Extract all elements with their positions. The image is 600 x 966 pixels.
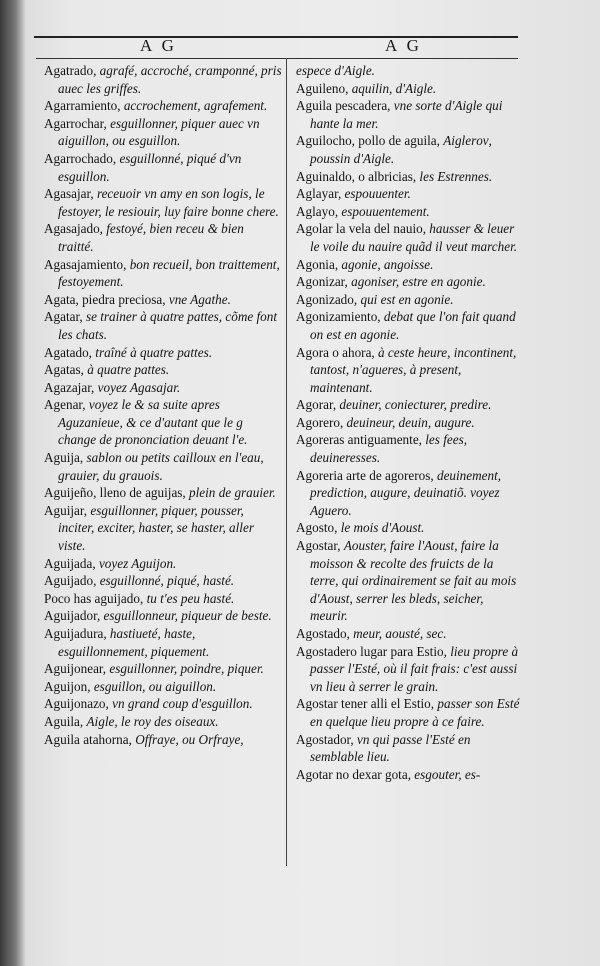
- dictionary-entry: [44, 625, 282, 660]
- entry-headword: Aguila,: [44, 713, 87, 729]
- entry-definition: agoniser, estre en agonie.: [351, 274, 486, 290]
- dictionary-entry: [296, 625, 520, 643]
- dictionary-entry: [296, 344, 520, 397]
- entry-definition: deuineur, deuin, augure.: [346, 414, 475, 430]
- entry-definition: esguillonner, piquer auec vn aiguillon, ou esguillon.: [58, 115, 260, 149]
- entry-definition: vn grand coup d'esguillon.: [112, 696, 253, 712]
- entry-headword: Agorero,: [296, 414, 347, 430]
- entry-headword: Aguileno,: [296, 80, 352, 96]
- entry-definition: esguillonner, poindre, piquer.: [109, 661, 264, 677]
- entry-definition: accrochement, agrafement.: [123, 98, 268, 114]
- entry-definition: traîné à quatre pattes.: [95, 344, 213, 360]
- entry-definition: voyez le & sa suite apres Aguzanieue, & ce d'autant que le g change de prononciation deuant l'e.: [58, 397, 248, 448]
- left-column: [44, 62, 282, 748]
- dictionary-entry: [44, 607, 282, 625]
- dictionary-entry: [44, 484, 282, 502]
- dictionary-entry: [44, 97, 282, 115]
- dictionary-entry: [296, 168, 520, 186]
- dictionary-entry: [44, 396, 282, 449]
- entry-headword: Aguila pescadera,: [296, 98, 394, 114]
- entry-definition: receuoir vn amy en son logis, le festoyer, le resiouir, luy faire bonne chere.: [58, 186, 279, 219]
- entry-definition: esgouter, es-: [414, 766, 481, 782]
- entry-headword: Aguijar,: [44, 502, 91, 518]
- entry-definition: le mois d'Aoust.: [340, 520, 425, 536]
- entry-definition: Aouster, faire l'Aoust, faire la moisson & recolte des fruicts de la terre, qui ordinairement se fait au mois d'Aoust, serrer les bleds, seicher, meurir.: [310, 538, 517, 624]
- entry-definition: les fees, deuineresses.: [310, 432, 468, 466]
- entry-definition: Aigle, le roy des oiseaux.: [86, 713, 219, 729]
- entry-definition: plein de grauier.: [189, 485, 276, 501]
- dictionary-entry: [44, 449, 282, 484]
- dictionary-entry: [296, 695, 520, 730]
- entry-headword: Aguija,: [44, 450, 87, 466]
- dictionary-entry: [44, 555, 282, 573]
- entry-definition: qui est en agonie.: [360, 291, 454, 307]
- dictionary-entry: [296, 273, 520, 291]
- entry-definition: deuiner, coniecturer, predire.: [339, 397, 492, 413]
- entry-definition: vn qui passe l'Esté en semblable lieu.: [310, 731, 471, 765]
- dictionary-entry: [44, 379, 282, 397]
- entry-definition: bon recueil, bon traittement, festoyement.: [58, 256, 280, 290]
- entry-headword: Agora o ahora,: [296, 344, 379, 360]
- entry-headword: Aguijeño, lleno de aguijas,: [44, 485, 190, 501]
- entry-definition: esguillonné, piqué d'vn esguillon.: [58, 150, 242, 184]
- dictionary-entry: [296, 731, 520, 766]
- entry-headword: Agata, piedra preciosa,: [44, 291, 169, 307]
- dictionary-entry: [296, 643, 520, 696]
- right-column: [296, 62, 520, 783]
- dictionary-entry: [44, 185, 282, 220]
- dictionary-entry: [44, 660, 282, 678]
- entry-headword: Agenar,: [44, 397, 89, 413]
- entry-definition: les Estrennes.: [419, 168, 493, 184]
- entry-definition: à quatre pattes.: [87, 362, 170, 378]
- top-rule: [34, 36, 518, 38]
- entry-headword: Agostar,: [296, 538, 344, 554]
- entry-definition: lieu propre à passer l'Esté, où il fait frais: c'est aussi vn lieu à serrer le grain.: [310, 643, 519, 694]
- dictionary-entry: [296, 414, 520, 432]
- dictionary-entry: [44, 256, 282, 291]
- dictionary-entry: [44, 590, 282, 608]
- entry-headword: Aguilocho, pollo de aguila,: [296, 133, 444, 149]
- dictionary-entry: [296, 396, 520, 414]
- entry-definition: aquilin, d'Aigle.: [351, 80, 437, 96]
- entry-definition: Aiglerον, poussin d'Aigle.: [310, 133, 492, 166]
- dictionary-entry: [44, 713, 282, 731]
- entry-definition: se trainer à quatre pattes, cõme font les chats.: [58, 309, 278, 342]
- running-head-right: A G: [385, 36, 422, 55]
- entry-headword: Agatar,: [44, 309, 86, 325]
- entry-headword: Agostadero lugar para Estio,: [296, 643, 451, 659]
- dictionary-entry: [44, 220, 282, 255]
- dictionary-entry: [296, 220, 520, 255]
- dictionary-entry: [296, 537, 520, 625]
- page-gutter-shadow: [0, 0, 26, 966]
- entry-headword: Agonizamiento,: [296, 309, 384, 325]
- entry-headword: Agostador,: [296, 731, 358, 747]
- dictionary-entry: [296, 185, 520, 203]
- running-head-left: A G: [140, 36, 177, 55]
- dictionary-entry: [296, 203, 520, 221]
- entry-headword: Aguinaldo, o albricias,: [296, 168, 420, 184]
- entry-headword: Aguila atahorna,: [44, 731, 136, 747]
- entry-definition: espouuentement.: [341, 203, 430, 219]
- entry-definition: hastiueté, haste, esguillonnement, piquement.: [58, 626, 210, 659]
- entry-headword: Aguijada,: [44, 555, 99, 571]
- entry-definition: passer son Esté en quelque lieu propre à ce faire.: [310, 696, 520, 729]
- entry-headword: Agatas,: [44, 362, 88, 378]
- entry-headword: Agarrochar,: [44, 115, 111, 131]
- entry-headword: Agosto,: [296, 520, 341, 536]
- entry-definition: esguillonneur, piqueur de beste.: [103, 608, 272, 624]
- entry-definition: espece d'Aigle.: [296, 63, 375, 78]
- dictionary-entry: [44, 308, 282, 343]
- entry-headword: Agatrado,: [44, 63, 100, 78]
- entry-headword: Aglayo,: [296, 203, 342, 219]
- dictionary-entry: [44, 572, 282, 590]
- dictionary-entry: [296, 291, 520, 309]
- entry-definition: debat que l'on fait quand on est en agonie.: [310, 309, 516, 342]
- entry-headword: Agasajado,: [44, 221, 107, 237]
- entry-headword: Aguijadura,: [44, 626, 110, 641]
- dictionary-entry: [44, 678, 282, 696]
- entry-headword: Agolar la vela del nauio,: [296, 221, 430, 237]
- entry-definition: voyez Agasajar.: [97, 379, 181, 395]
- dictionary-entry: [44, 361, 282, 379]
- entry-definition: Offraye, ou Orfraye,: [135, 731, 244, 747]
- dictionary-entry: [44, 344, 282, 362]
- entry-headword: Aguijado,: [44, 573, 100, 589]
- entry-definition: esguillon, ou aiguillon.: [93, 678, 217, 694]
- entry-headword: Agazajar,: [44, 379, 98, 395]
- entry-headword: Aguijador,: [44, 608, 104, 624]
- dictionary-entry: [296, 132, 520, 167]
- entry-definition: agonie, angoisse.: [341, 256, 434, 272]
- dictionary-entry: [44, 62, 282, 97]
- entry-headword: Agostar tener alli el Estio,: [296, 696, 438, 712]
- entry-headword: Agoreras antiguamente,: [296, 432, 426, 448]
- dictionary-entry: [44, 115, 282, 150]
- dictionary-entry: [296, 519, 520, 537]
- dictionary-entry: [296, 308, 520, 343]
- entry-definition: à ceste heure, incontinent, tantost, n'agueres, à present, maintenant.: [310, 344, 517, 395]
- entry-headword: Agonia,: [296, 256, 342, 272]
- entry-definition: voyez Aguijon.: [98, 555, 177, 571]
- dictionary-entry: [296, 97, 520, 132]
- dictionary-entry: [296, 431, 520, 466]
- dictionary-entry: [296, 80, 520, 98]
- dictionary-entry: [44, 502, 282, 555]
- dictionary-entry: [44, 731, 282, 749]
- column-divider: [286, 58, 287, 866]
- entry-headword: Aguijon,: [44, 678, 94, 694]
- entry-headword: Agatado,: [44, 344, 96, 360]
- entry-definition: vne sorte d'Aigle qui hante la mer.: [310, 98, 503, 131]
- entry-headword: Agarramiento,: [44, 98, 124, 114]
- entry-definition: meur, aousté, sec.: [353, 626, 447, 641]
- entry-definition: vne Agathe.: [168, 291, 231, 307]
- entry-headword: Aglayar,: [296, 186, 345, 202]
- entry-headword: Aguijonazo,: [44, 696, 113, 712]
- dictionary-entry: [296, 62, 520, 80]
- dictionary-entry: [44, 291, 282, 309]
- entry-definition: deuinement, prediction, augure, deuinatiõ. voyez Aguero.: [310, 467, 502, 518]
- entry-definition: espouuenter.: [344, 186, 411, 202]
- dictionary-entry: [296, 766, 520, 784]
- entry-headword: Agorar,: [296, 397, 340, 413]
- entry-headword: Agotar no dexar gota,: [296, 766, 415, 782]
- dictionary-entry: [296, 256, 520, 274]
- entry-headword: Agoreria arte de agoreros,: [296, 467, 437, 483]
- entry-headword: Agasajar,: [44, 186, 97, 202]
- entry-headword: Agostado,: [296, 626, 354, 641]
- entry-definition: hausser & leuer le voile du nauire quãd il veut marcher.: [310, 221, 518, 254]
- entry-definition: esguillonné, piqué, hasté.: [99, 573, 235, 589]
- header-rule: [36, 58, 518, 59]
- entry-definition: agrafé, accroché, cramponné, pris auec les griffes.: [58, 63, 282, 96]
- entry-headword: Poco has aguijado,: [44, 590, 147, 606]
- dictionary-entry: [44, 695, 282, 713]
- entry-definition: festoyé, bien receu & bien traitté.: [58, 221, 244, 254]
- entry-definition: sablon ou petits cailloux en l'eau, grauier, du grauois.: [58, 450, 264, 483]
- dictionary-entry: [44, 150, 282, 185]
- entry-headword: Agonizado,: [296, 291, 361, 307]
- entry-headword: Agarrochado,: [44, 150, 120, 166]
- entry-definition: tu t'es peu hasté.: [146, 590, 235, 606]
- dictionary-entry: [296, 467, 520, 520]
- entry-headword: Aguijonear,: [44, 661, 110, 677]
- entry-definition: esguillonner, piquer, pousser, inciter, exciter, haster, se haster, aller viste.: [58, 502, 254, 554]
- entry-headword: Agonizar,: [296, 274, 352, 290]
- entry-headword: Agasajamiento,: [44, 256, 130, 272]
